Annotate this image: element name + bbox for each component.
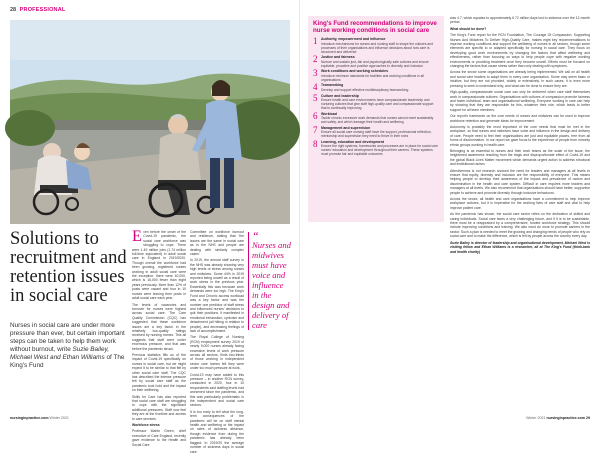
item-description: Ensure the right systems, frameworks and processes are in place for social care nurses' education and development throughout their careers. These systems must promote fair and equitable outcomes bbox=[321, 144, 438, 157]
item-number: 1 bbox=[313, 36, 318, 47]
col3-paragraph: Autonomy is probably the most important of the core needs that must be met in the workplace, so that nurses and midwives have voice and influence in the design and delivery of care. People need to feel their organisations are just and equitable places, free from all forms of discrimination. In our report we gave focus to the experience of people from minority ethnic groups working in health care. bbox=[450, 124, 590, 147]
col2-paragraph: Committee on workforce burnout and resilience, stating that 'the issues are the same in social care as in the NHS and people are dealing with similarly complex cases'. bbox=[190, 230, 244, 257]
footer-right bbox=[526, 416, 590, 420]
col4-paragraph: As the pandemic has shown, the social care sector relies on the dedication of skilled and caring individuals. Social care faces a very challenging future, and if it is to be sustainable, there must be a reappraised by a comprehensive, funded workforce strategy. This should include improving conditions and training. We also must do more to promote careers in the sector. Such a plan is needed to meet the growing and changing needs of people who rely on social care and to make the difference, which is felt by people across the country every day. bbox=[450, 212, 590, 239]
item-heading: Work conditions and working schedules bbox=[321, 69, 389, 74]
quote-mark-icon: “ bbox=[252, 229, 259, 243]
authors: Suzie Bailey, Michael West and Ethan Williams bbox=[10, 346, 109, 361]
footer-left bbox=[10, 416, 69, 420]
box-item bbox=[313, 112, 439, 124]
drop-cap: E bbox=[132, 228, 142, 245]
item-number: 4 bbox=[313, 82, 318, 93]
item-number: 7 bbox=[313, 125, 318, 136]
hero-photo bbox=[10, 20, 290, 224]
box-item bbox=[313, 83, 439, 92]
col1-paragraph: Professor Martin Green, chief executive of Care England, recently gave evidence to the Health and Social Care bbox=[132, 429, 186, 447]
col3-paragraph: Our report's framework on the core needs of nurses and midwives can be used to improve workforce retention and generate ideas for improvement. bbox=[450, 114, 590, 123]
item-number: 3 bbox=[313, 68, 318, 79]
author-org: of The King's Fund bbox=[10, 354, 125, 369]
box-item bbox=[313, 69, 439, 81]
subheading: Workforce stress bbox=[132, 423, 160, 428]
body-column-1 bbox=[132, 230, 186, 449]
item-description: Nurture and sustain just, fair and psychologically safe cultures and ensure equitable, proactive and positive approaches to diversity and inclusion bbox=[321, 59, 429, 68]
item-description: Introduce minimum standards for facilities and working conditions in all organisations bbox=[321, 73, 424, 82]
body-column-2 bbox=[190, 230, 244, 456]
item-number: 5 bbox=[313, 93, 318, 104]
box-title: King's Fund recommendations to improve nurse working conditions in social care bbox=[313, 20, 437, 35]
col4-paragraph: Attentiveness is not research showed the need for leaders and managers at all levels to ensure that equity, diversity and inclusion are the responsibility of everyone. This means helping people to develop their awareness of the impact and prevalence of racism and discrimination in the health and care system. Difficult in care requires more leaders and managers at all levels. We also recommend that organisations should have better, supportive people to achieve and promote diversity through inclusive behaviours. bbox=[450, 168, 590, 195]
item-description: Tackle chronic excessive work demands that nurses cannot meet sustainably and safely, and which damage their health and wellbeing bbox=[321, 116, 434, 125]
col2-paragraph: It is too early to tell what the long-term consequences of the pandemic will be on staff mental health and wellbeing or the impact on rates of sickness absence, though evidence from during the pandemic has already been flagged. In 2019/20 the average number of sickness days in social care bbox=[190, 409, 244, 454]
item-heading: Culture and leadership bbox=[321, 94, 359, 99]
col4-paragraph: Across the sector, all health and care organisations have a commitment to help improve workplace cultures, but it is imperative for the working lives of care staff and vital to help improve patient care. bbox=[450, 197, 590, 210]
col3-paragraph: High-quality, compassionate social care can only be delivered when care staff themselves work in compassionate cultures. Organisations with cultures of compassion promote fairness and foster individual, team and organisational wellbeing. Everyone working in care can help by showing that they are responsible for this, whatever their role, which leads to better support for all team members. bbox=[450, 90, 590, 112]
col4-paragraph: Belonging is as essential to nurses and their work teams as the scale of the issue, the heightened awareness resulting from the tragic and disproportionate effect of Covid-19 and the global Black Lives Matter movement which demands urgent action to address structural and institutional racism. bbox=[450, 148, 590, 167]
page-header bbox=[10, 7, 65, 13]
col1-paragraph: Previous statistics fills us of the impact of Covid-19 specifically on nurses in social care, but we might expect it to be similar to that felt by other social care staff. The CQC has described the intense pressure felt by social care staff as the pandemic took hold and the impact on their wellbeing. bbox=[132, 352, 186, 393]
author-bio: Suzie Bailey is director of leadership and organisational development, Michael West is visiting fellow and Ethan Williams is a researcher, all at The King's Fund (think-tank and health charity) bbox=[450, 240, 590, 254]
col3-paragraph: Across the sector some organisations are already being implemented. We call on all health and social care leaders to adopt them in every care organisation. Some may seem basic or intuitive, but they are not provided, widely or extensively. In such cases, it is even more pressing to seek to understand why, and what can be done to ensure they are. bbox=[450, 70, 590, 88]
item-number: 2 bbox=[313, 54, 318, 65]
item-description: Ensure all social care nursing staff have the support, professional reflection, mentorship and supervision they need to thrive in their roles bbox=[321, 130, 432, 139]
box-item bbox=[313, 55, 439, 67]
recommendations-box bbox=[308, 16, 444, 222]
item-description: Introduce mechanisms for nurses and nursing staff to shape the cultures and processes of their organisations and influence decisions about how care is structured and delivered bbox=[321, 41, 433, 54]
section-label: PROFESSIONAL bbox=[19, 7, 66, 13]
pull-quote bbox=[248, 229, 292, 330]
col3-paragraph: was 4.7, which equates to approximately 6.72 million days lost to sickness over the 12-month period. bbox=[450, 16, 590, 25]
col2-paragraph: Covid-19 may have added to this pressure – in another RCN survey, conducted in 2020, four in 10 respondents said staffing levels had worsened since the pandemic, and this was particularly problematic in the independent and social care sectors. bbox=[190, 372, 244, 408]
col1-paragraph: Skills for Care has also reported that social care staff are struggling to cope with the significant additional pressures. Staff now feel they are at the frontline and access to care services. bbox=[132, 394, 186, 421]
col3-paragraph: The King's Fund report for the RCN Foundation, The Courage Of Compassion: Supporting Nurses And Midwives To Deliver High-Quality Care, makes eight key recommendations to improve working conditions and support the wellbeing of nurses in all sectors, though some elements are specific to or adapted specifically for nursing in social care. They focus on developing good work environments by changing the factors that affect wellbeing and effectiveness, rather than focusing on ways to help people cope with negative working environments or providing treatment once they become unwell. Efforts must be focused on changing the factors that cause stress rather than only dealing with symptoms. bbox=[450, 33, 590, 69]
footer-date: Winter 2021 bbox=[49, 416, 69, 420]
box-item bbox=[313, 126, 439, 138]
item-heading: Teamworking bbox=[321, 83, 344, 88]
col2-paragraph: The Royal College of Nursing (RCN) employment survey 2019 of nearly 9,000 nurses already facing excessive levels of work pressure across all sectors, finds two-thirds of those working in independent sector care homes felt they were under too much pressure at work. bbox=[190, 335, 244, 371]
article-headline: Solutions to recruitment and retention issues in social care bbox=[10, 229, 127, 306]
subheading: What should be done? bbox=[450, 26, 487, 31]
item-heading: Management and supervision bbox=[321, 126, 371, 131]
box-item bbox=[313, 140, 439, 156]
standfirst-text: Nurses in social care are under more pressure than ever, but certain important steps can be taken to help them work without burnout, write bbox=[10, 322, 125, 353]
box-item bbox=[313, 94, 439, 110]
pull-quote-text: Nurses and midwives must have voice and influence in the design and delivery of care bbox=[252, 240, 291, 330]
right-page bbox=[300, 0, 600, 424]
item-number: 6 bbox=[313, 111, 318, 122]
item-description: Develop and support effective multidisciplinary teamworking bbox=[321, 87, 409, 92]
box-item bbox=[313, 37, 439, 53]
item-heading: Authority, empowerment and influence bbox=[321, 37, 386, 42]
footer-date: Winter 2021 bbox=[526, 416, 546, 420]
item-description: Ensure health and care environments have compassionate leadership and nurturing cultures that give staff high-quality care and compassionate support that is continually improving bbox=[321, 98, 434, 111]
item-number: 8 bbox=[313, 139, 318, 150]
item-heading: Justice and fairness bbox=[321, 55, 355, 60]
item-heading: Workload bbox=[321, 112, 337, 117]
body-column-3 bbox=[450, 16, 590, 256]
item-heading: Learning, education and development bbox=[321, 140, 385, 145]
page-number: 29 bbox=[586, 416, 590, 420]
page-number: 28 bbox=[10, 7, 17, 13]
col2-paragraph: In 2019, the annual staff survey in the NHS was already showing very high levels of stress among nurses and midwives. Some 44% in 2019 reported being unwell as a result of work stress in the previous year. Essentially this was because work demands were too high. The King's Fund and Chronic access workload was a key factor and was the number one predictor of staff stress and influenced nurses' decisions to quit their positions. It manifested in emotional exhaustion, cynicism and detachment (all hitting in relation to people), and decreasing feelings of lack of accomplishment. bbox=[190, 258, 244, 333]
footer-url: nursinginpractice.com bbox=[546, 416, 585, 420]
col1-paragraph: The levels of vacancies and turnover for nurses were highest across social care. The Care Quality Commission (CQC) has suggested that these workforce issues are a key factor in the relatively low-quality ratings received by nursing homes. This all suggests that staff were under enormous pressure, and that was before the pandemic struck. bbox=[132, 302, 186, 351]
left-page bbox=[0, 0, 300, 454]
standfirst bbox=[10, 322, 128, 370]
footer-url: nursinginpractice.com bbox=[10, 416, 49, 420]
col1-paragraph: ven before the onset of the Covid-19 pandemic, the social care workforce was struggling to cope. There were 1.49 million jobs (1.74 million full-time equivalent) in adult social care in England in 2019/2020. Though overall the workforce had been growing, registered nurses working in adult social care were the exception: there were 40,000, which is 16,000 fewer than eight years previously. More than 12% of posts were vacant and four in 10 nurses were leaving their posts in adult social care each year. bbox=[132, 230, 186, 301]
